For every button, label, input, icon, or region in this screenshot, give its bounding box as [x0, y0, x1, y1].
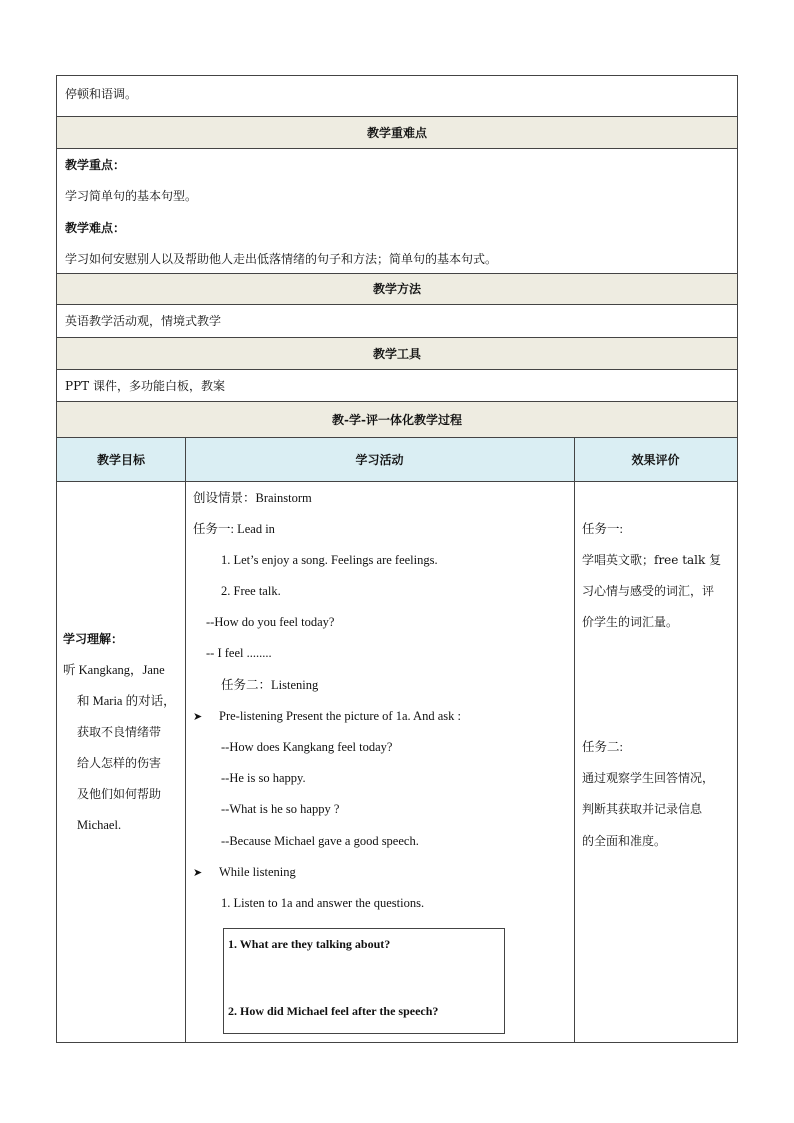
goal-line: 听 Kangkang，Jane	[63, 663, 165, 677]
goal-line: 及他们如何帮助	[77, 787, 162, 801]
key-difficult-header	[57, 117, 737, 149]
activity-line: 2. Free talk.	[221, 584, 281, 598]
goal-line: 给人怎样的伤害	[77, 756, 162, 770]
activity-line: Pre-listening Present the picture of 1a. And ask :	[219, 709, 461, 723]
key-points-text: 学习简单句的基本句型。	[65, 189, 198, 203]
activity-line: --How do you feel today?	[206, 615, 335, 629]
goal-line: Michael.	[77, 818, 122, 832]
eval-task1-line: 习心情与感受的词汇，评	[582, 584, 715, 598]
eval-task1-label: 任务一:	[582, 522, 623, 536]
activity-line: 1. Listen to 1a and answer the questions.	[221, 896, 425, 910]
activity-line: --He is so happy.	[221, 771, 306, 785]
eval-task2-line: 的全面和准度。	[582, 834, 667, 848]
tools-header	[57, 338, 737, 370]
lesson-plan-table	[56, 75, 738, 1043]
tools-title: 教学工具	[372, 347, 421, 361]
process-column-header	[57, 438, 737, 482]
activity-line: -- I feel ........	[206, 646, 272, 660]
goal-line: 和 Maria 的对话，	[77, 694, 176, 708]
goal-line: 获取不良情绪带	[77, 725, 162, 739]
difficult-points-text: 学习如何安慰别人以及帮助他人走出低落情绪的句子和方法；简单句的基本句式。	[65, 252, 498, 266]
eval-task2-line: 判断其获取并记录信息	[582, 802, 703, 816]
goal-title: 学习理解：	[63, 632, 124, 646]
col-activity-header: 学习活动	[355, 453, 404, 467]
column-divider	[185, 482, 186, 1042]
question-2: 2. How did Michael feel after the speech?	[228, 1004, 439, 1018]
tools-content	[57, 370, 737, 402]
methods-content	[57, 305, 737, 338]
methods-title: 教学方法	[372, 282, 421, 296]
key-difficult-title: 教学重难点	[366, 126, 427, 140]
activity-line: --How does Kangkang feel today?	[221, 740, 393, 754]
process-title: 教-学-评一体化教学过程	[332, 413, 462, 427]
activity-line: 任务二：Listening	[221, 678, 319, 692]
activity-line: 1. Let’s enjoy a song. Feelings are feelings.	[221, 553, 438, 567]
eval-task2-line: 通过观察学生回答情况，	[582, 771, 715, 785]
process-header	[57, 402, 737, 438]
eval-task1-line: 学唱英文歌；free talk 复	[582, 553, 722, 567]
key-difficult-content	[57, 149, 737, 274]
activity-line: While listening	[219, 865, 296, 879]
activity-line: 任务一: Lead in	[193, 522, 275, 536]
col-goal-header: 教学目标	[96, 453, 145, 467]
tools-text: PPT 课件，多功能白板，教案	[65, 379, 225, 393]
arrow-bullet-icon: ➤	[193, 710, 203, 723]
difficult-points-label: 教学难点：	[65, 221, 126, 235]
intro-text: 停顿和语调。	[65, 87, 138, 101]
questions-box	[223, 928, 505, 1034]
eval-task1-line: 价学生的词汇量。	[582, 615, 679, 629]
eval-task2-label: 任务二:	[582, 740, 623, 754]
key-points-label: 教学重点：	[65, 158, 126, 172]
col-eval-header: 效果评价	[631, 453, 680, 467]
intro-row	[57, 76, 737, 117]
activity-line: 创设情景：Brainstorm	[193, 491, 312, 505]
methods-header	[57, 274, 737, 305]
activity-line: --What is he so happy ?	[221, 802, 340, 816]
question-1: 1. What are they talking about?	[228, 937, 391, 951]
activity-line: --Because Michael gave a good speech.	[221, 834, 419, 848]
methods-text: 英语教学活动观，情境式教学	[65, 314, 222, 328]
arrow-bullet-icon: ➤	[193, 866, 203, 879]
column-divider	[574, 482, 575, 1042]
